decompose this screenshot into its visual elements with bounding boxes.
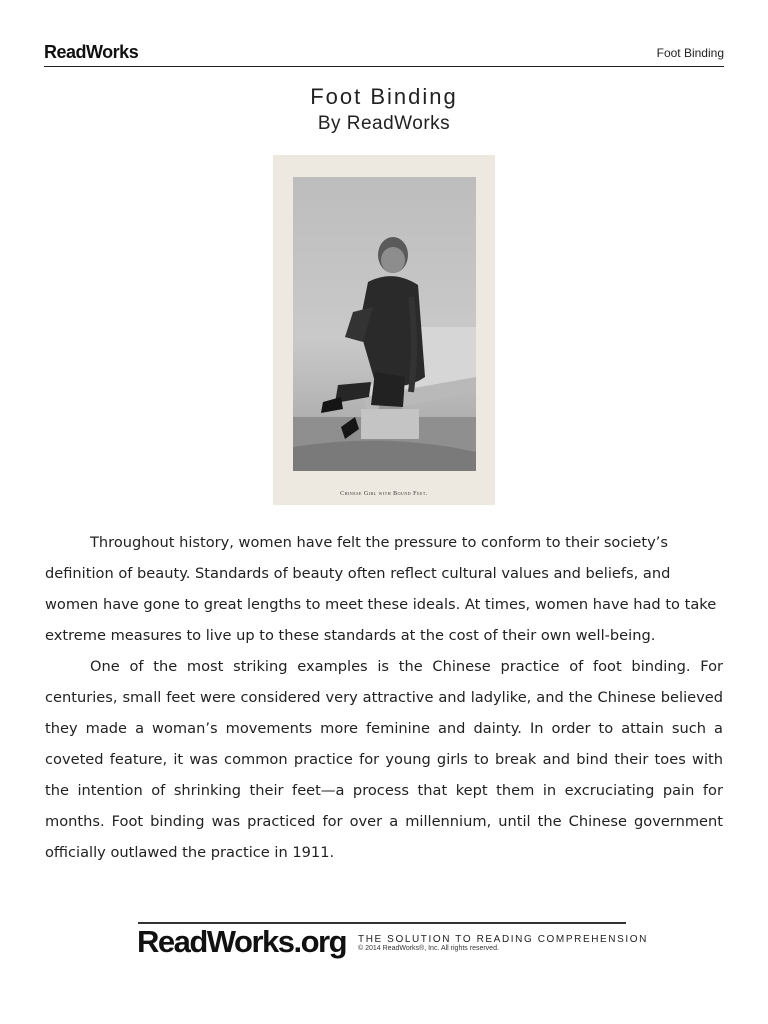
article-byline: By ReadWorks — [317, 113, 451, 134]
article-body — [45, 527, 723, 868]
page-header — [44, 42, 724, 67]
footer-tagline: THE SOLUTION TO READING COMPREHENSION — [358, 934, 648, 945]
photo-image — [293, 177, 476, 471]
article-paragraph: Throughout history, women have felt the pressure to conform to their society’s definition of beauty. Standards of beauty often reflect cultural values and beliefs, and women have gone to great lengths to meet these ideals. At times, women have had to take extreme measures to live up to these standards at the cost of their own well-being. — [45, 534, 717, 644]
article-paragraph: One of the most striking examples is the Chinese practice of foot binding. For centuries, small feet were considered very attractive and ladylike, and the Chinese believed they made a woman’s movements more feminine and dainty. In order to attain such a coveted feature, it was common practice for young girls to break and bind their toes with the intention of shrinking their feet—a process that kept them in excruciating pain for months. Foot binding was practiced for over a millennium, until the Chinese government officially outlawed the practice in 1911. — [45, 658, 723, 861]
header-logo: ReadWorks — [44, 42, 139, 62]
header-article-label: Foot Binding — [656, 46, 724, 60]
photo-caption: Chinese Girl with Bound Feet. — [340, 491, 428, 497]
footer-logo: ReadWorks.org — [137, 924, 347, 959]
footer-copyright: © 2014 ReadWorks®, Inc. All rights reserved. — [358, 945, 499, 952]
article-title: Foot Binding — [310, 84, 458, 109]
article-photo — [273, 155, 495, 505]
photo-illustration — [293, 177, 476, 471]
